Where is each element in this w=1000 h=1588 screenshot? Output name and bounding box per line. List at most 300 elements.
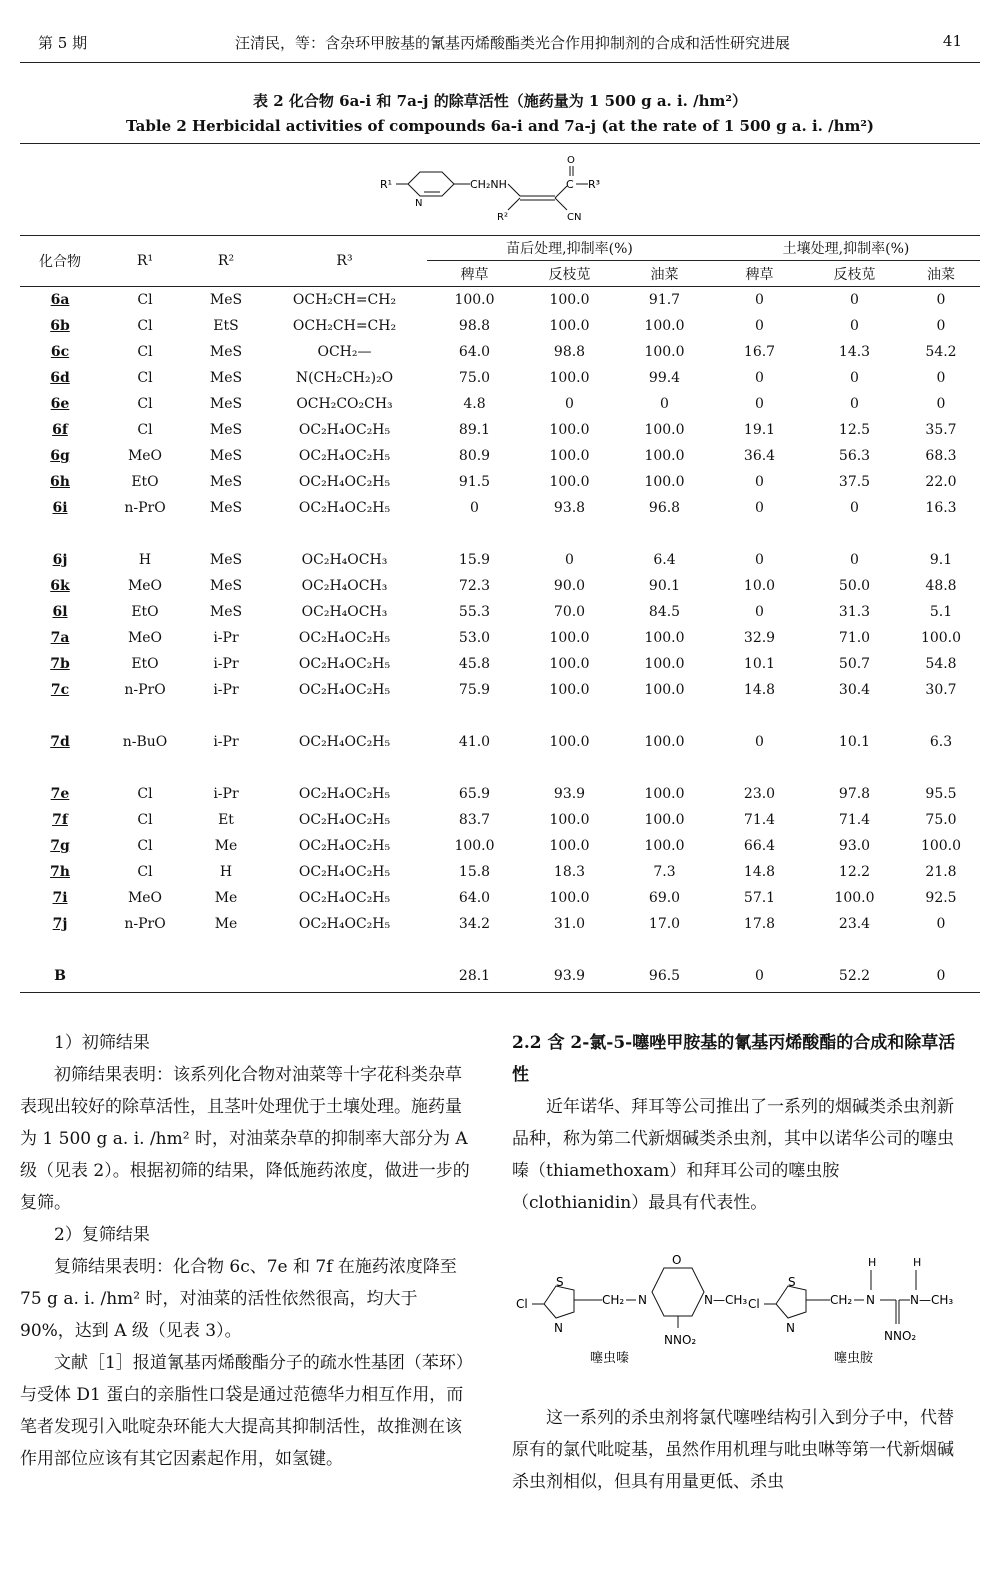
table-cell: 17.8	[743, 916, 776, 932]
table-cell: MeS	[209, 396, 243, 412]
table-cell: 0	[565, 396, 574, 412]
table-cell: 10.0	[743, 578, 776, 594]
table-cell: 100.0	[920, 630, 962, 646]
table-cell: Cl	[137, 344, 153, 360]
compound-id: 6j	[52, 552, 68, 568]
table-row	[20, 339, 980, 365]
table-cell: 56.3	[838, 448, 871, 464]
table-cell: Cl	[137, 838, 153, 854]
table-cell: MeS	[209, 500, 243, 516]
table-cell: n-PrO	[124, 500, 166, 516]
col-sub: 稗草	[427, 261, 522, 287]
col-sub: 稗草	[712, 261, 807, 287]
table-cell: 21.8	[925, 864, 957, 880]
table-cell: 100.0	[549, 656, 590, 672]
table-cell: 93.8	[553, 500, 586, 516]
table-cell: Cl	[137, 292, 153, 308]
table-cell: 91.5	[458, 474, 491, 490]
table-cell: 100.0	[549, 422, 590, 438]
table-cell: Me	[214, 838, 238, 854]
paragraph: 复筛结果表明：化合物 6c、7e 和 7f 在施药浓度降至 75 g a. i. /hm² 时，对油菜的活性依然很高，均大于 90%，达到 A 级（见表 3）。	[20, 1257, 457, 1341]
table-cell: 100.0	[644, 422, 685, 438]
table-cell: 83.7	[458, 812, 491, 828]
table-cell: 54.8	[925, 656, 957, 672]
table-cell: MeS	[209, 552, 243, 568]
table-cell: OC₂H₄OC₂H₅	[298, 448, 391, 464]
table-cell: 89.1	[458, 422, 491, 438]
table-cell: 64.0	[458, 890, 491, 906]
table-bottom-rule	[20, 992, 980, 993]
table-cell: 75.0	[925, 812, 957, 828]
table-cell: Et	[218, 812, 234, 828]
table-cell: 100.0	[644, 682, 685, 698]
table-cell: OC₂H₄OC₂H₅	[298, 786, 391, 802]
table-cell: 100.0	[644, 448, 685, 464]
struct-r2: R²	[497, 212, 508, 223]
table-row	[20, 859, 980, 885]
table-cell: Me	[214, 890, 238, 906]
table-cell: MeS	[209, 344, 243, 360]
table-cell: 97.8	[838, 786, 871, 802]
compound-id: 6b	[50, 318, 70, 334]
herbicidal-activity-table	[20, 235, 980, 989]
table-cell: 70.0	[553, 604, 586, 620]
table-row	[20, 287, 980, 314]
table-cell	[100, 963, 190, 989]
table-cell: 15.8	[458, 864, 491, 880]
table-cell: 10.1	[743, 656, 776, 672]
table-cell: 0	[755, 552, 764, 568]
table-cell: 100.0	[549, 630, 590, 646]
section-heading-2-2: 2.2 含 2-氯-5-噻唑甲胺基的氰基丙烯酸酯的合成和除草活性	[512, 1033, 956, 1085]
compound-id: 7g	[50, 838, 70, 854]
table-cell: H	[138, 552, 152, 568]
table-cell: 96.5	[648, 968, 681, 984]
table-cell: 9.1	[929, 552, 953, 568]
table-cell: 100.0	[644, 474, 685, 490]
table-cell: 99.4	[648, 370, 681, 386]
table-top-rule	[20, 143, 980, 144]
table-row	[20, 807, 980, 833]
subheading-primary-screening: 1）初筛结果	[54, 1033, 150, 1053]
table-cell: EtO	[131, 474, 159, 490]
table-cell: 0	[755, 318, 764, 334]
subheading-secondary-screening: 2）复筛结果	[54, 1225, 150, 1245]
table-row	[20, 443, 980, 469]
table-cell	[190, 963, 262, 989]
table-cell: 68.3	[925, 448, 957, 464]
table-cell: 100.0	[644, 786, 685, 802]
svg-text:Cl: Cl	[516, 1297, 528, 1311]
table-cell: 0	[850, 370, 859, 386]
general-structure-figure	[370, 150, 630, 230]
svg-text:CH₂: CH₂	[602, 1293, 625, 1307]
svg-text:NNO₂: NNO₂	[664, 1333, 697, 1347]
table-cell: 0	[850, 500, 859, 516]
issue-label: 第 5 期	[38, 34, 88, 52]
table-cell: 100.0	[644, 812, 685, 828]
table-cell: 64.0	[458, 344, 491, 360]
table-cell: MeO	[127, 448, 163, 464]
compound-id: 6f	[52, 422, 68, 438]
table-cell: EtS	[213, 318, 239, 334]
table-cell: 0	[660, 396, 669, 412]
table-cell: 0	[755, 604, 764, 620]
table-cell: 17.0	[648, 916, 681, 932]
svg-text:NNO₂: NNO₂	[884, 1329, 917, 1343]
table-row	[20, 911, 980, 937]
struct-ch2nh: CH₂NH	[470, 178, 507, 191]
table-cell: 12.5	[838, 422, 871, 438]
table-cell: 6.4	[653, 552, 676, 568]
table-cell: 72.3	[458, 578, 491, 594]
table-row	[20, 963, 980, 989]
compound-id: 6h	[50, 474, 70, 490]
compound-id: 6i	[52, 500, 68, 516]
table-cell: 23.0	[743, 786, 776, 802]
compound-id: 6l	[52, 604, 68, 620]
table-cell: 100.0	[644, 734, 685, 750]
running-header	[20, 32, 980, 56]
table-cell: OCH₂CH=CH₂	[292, 292, 397, 308]
table-cell: n-BuO	[122, 734, 168, 750]
table-cell: 50.7	[838, 656, 871, 672]
table-cell: 0	[850, 396, 859, 412]
table-cell: 30.7	[925, 682, 957, 698]
col-group-soil: 土壤处理,抑制率(%)	[712, 235, 980, 261]
table-cell: 41.0	[458, 734, 491, 750]
table-cell: 65.9	[458, 786, 491, 802]
col-sub: 反枝苋	[807, 261, 902, 287]
svg-text:S: S	[556, 1275, 564, 1289]
compound-id: 6g	[50, 448, 70, 464]
table-cell: 0	[936, 968, 946, 984]
compound-id: 6e	[50, 396, 70, 412]
struct-n: N	[415, 198, 423, 209]
compound-id: 7b	[50, 656, 70, 672]
table-cell: 100.0	[644, 344, 685, 360]
svg-text:Cl: Cl	[748, 1297, 760, 1311]
table-cell: 36.4	[743, 448, 776, 464]
table-cell: 100.0	[549, 734, 590, 750]
thiamethoxam-label: 噻虫嗪	[590, 1351, 630, 1366]
table-cell: MeS	[209, 422, 243, 438]
table-cell: 18.3	[553, 864, 586, 880]
compound-id: 7i	[52, 890, 68, 906]
table-cell: 98.8	[553, 344, 586, 360]
table-cell: 0	[755, 500, 764, 516]
col-sub: 反枝苋	[522, 261, 617, 287]
table-cell: OC₂H₄OC₂H₅	[298, 890, 391, 906]
table-cell: OC₂H₄OC₂H₅	[298, 422, 391, 438]
table-cell: 0	[565, 552, 574, 568]
table-cell: 19.1	[743, 422, 776, 438]
table-cell: i-Pr	[213, 630, 239, 646]
table-cell: Cl	[137, 370, 153, 386]
table-cell: 100.0	[644, 838, 685, 854]
table-cell: EtO	[131, 656, 159, 672]
svg-text:N: N	[786, 1321, 795, 1335]
compound-id: 6a	[50, 292, 70, 308]
svg-text:H: H	[868, 1256, 877, 1269]
table-cell: 93.9	[553, 786, 586, 802]
table-cell: 80.9	[458, 448, 491, 464]
table-cell: 0	[470, 500, 479, 516]
svg-text:N—CH₃: N—CH₃	[910, 1293, 954, 1307]
table-cell: 0	[755, 734, 764, 750]
table-cell: 48.8	[925, 578, 957, 594]
table-cell: i-Pr	[213, 682, 239, 698]
struct-c: C	[566, 178, 574, 191]
table-row	[20, 495, 980, 521]
struct-cn: CN	[567, 212, 582, 223]
table-row	[20, 599, 980, 625]
table-cell: OC₂H₄OC₂H₅	[298, 630, 391, 646]
svg-text:CH₂: CH₂	[830, 1293, 853, 1307]
table-cell: n-PrO	[124, 682, 166, 698]
table-cell: MeS	[209, 474, 243, 490]
table-cell: 28.1	[458, 968, 491, 984]
compound-id: 6c	[50, 344, 70, 360]
table-cell: 100.0	[549, 318, 590, 334]
col-group-post: 苗后处理,抑制率(%)	[427, 235, 712, 261]
table-cell: 52.2	[838, 968, 871, 984]
table-cell: 0	[936, 370, 946, 386]
table-cell: Cl	[137, 864, 153, 880]
table-cell: Cl	[137, 318, 153, 334]
table-cell: 90.0	[553, 578, 586, 594]
table-cell: 0	[755, 968, 764, 984]
table-cell: 69.0	[648, 890, 681, 906]
table-cell: OC₂H₄OC₂H₅	[298, 838, 391, 854]
table-row	[20, 625, 980, 651]
table-cell: 16.3	[925, 500, 957, 516]
table-row	[20, 833, 980, 859]
svg-text:S: S	[788, 1275, 796, 1289]
table-cell: MeO	[127, 630, 163, 646]
table-cell	[262, 963, 427, 989]
table-cell: OC₂H₄OC₂H₅	[298, 682, 391, 698]
table-spacer-row	[20, 937, 980, 963]
table-spacer-row	[20, 521, 980, 547]
table-cell: 0	[936, 318, 946, 334]
col-r1: R¹	[100, 235, 190, 287]
table-cell: 100.0	[549, 292, 590, 308]
table-cell: 0	[755, 292, 764, 308]
table-cell: Cl	[137, 812, 153, 828]
table-cell: 84.5	[648, 604, 681, 620]
table-cell: OC₂H₄OC₂H₅	[298, 656, 391, 672]
table-cell: 6.3	[929, 734, 953, 750]
table-cell: 71.4	[743, 812, 776, 828]
table-cell: 45.8	[458, 656, 491, 672]
col-compound: 化合物	[20, 235, 100, 287]
table-cell: 75.9	[458, 682, 491, 698]
table-cell: OC₂H₄OCH₃	[301, 552, 388, 568]
table-cell: 100.0	[644, 656, 685, 672]
compound-id: 7a	[50, 630, 70, 646]
table-cell: 0	[755, 396, 764, 412]
table-cell: 10.1	[838, 734, 871, 750]
neonicotinoid-structures-figure	[512, 1250, 972, 1380]
table-cell: 92.5	[925, 890, 957, 906]
table-cell: 14.8	[743, 864, 776, 880]
paragraph: 近年诺华、拜耳等公司推出了一系列的烟碱类杀虫剂新品种，称为第二代新烟碱类杀虫剂，其中以诺华公司的噻虫嗪（thiamethoxam）和拜耳公司的噻虫胺（clothianidin）最具有代表性。	[512, 1097, 954, 1213]
table-cell: OC₂H₄OC₂H₅	[298, 474, 391, 490]
compound-id: 7e	[50, 786, 70, 802]
table-cell: 15.9	[458, 552, 491, 568]
table-cell: 100.0	[549, 448, 590, 464]
table-cell: 50.0	[838, 578, 871, 594]
table-cell: n-PrO	[124, 916, 166, 932]
compound-id: 7c	[50, 682, 70, 698]
table-cell: 100.0	[549, 890, 590, 906]
table-cell: 91.7	[648, 292, 681, 308]
table-row	[20, 729, 980, 755]
table-cell: 100.0	[454, 292, 495, 308]
table-cell: Cl	[137, 422, 153, 438]
table-cell: 100.0	[454, 838, 495, 854]
struct-o: O	[567, 155, 575, 166]
table-cell: OCH₂CH=CH₂	[292, 318, 397, 334]
table-row	[20, 417, 980, 443]
table-cell: OCH₂—	[317, 344, 372, 360]
table-cell: 14.8	[743, 682, 776, 698]
table-cell: Me	[214, 916, 238, 932]
table-cell: 54.2	[925, 344, 957, 360]
table-cell: 12.2	[838, 864, 871, 880]
compound-id: 6k	[50, 578, 70, 594]
table-cell: Cl	[137, 786, 153, 802]
table-cell: Cl	[137, 396, 153, 412]
svg-text:O: O	[672, 1253, 682, 1267]
table-cell: 0	[936, 292, 946, 308]
table-cell: OC₂H₄OC₂H₅	[298, 812, 391, 828]
table-cell: 5.1	[929, 604, 953, 620]
running-title: 汪清民，等：含杂环甲胺基的氰基丙烯酸酯类光合作用抑制剂的合成和活性研究进展	[235, 34, 791, 52]
table-row	[20, 313, 980, 339]
paragraph: 初筛结果表明：该系列化合物对油菜等十字花科类杂草表现出较好的除草活性，且茎叶处理优于土壤处理。施药量为 1 500 g a. i. /hm² 时，对油菜杂草的抑制率大部分为 A 级（见表 2）。根据初筛的结果，降低施药浓度，做进一步的复筛。	[20, 1065, 470, 1213]
table-cell: 100.0	[549, 812, 590, 828]
table-cell: 57.1	[743, 890, 776, 906]
svg-text:N: N	[638, 1293, 647, 1307]
table-cell: 93.0	[838, 838, 871, 854]
right-column	[512, 1027, 966, 1219]
svg-text:N: N	[554, 1321, 563, 1335]
right-column-continued	[512, 1402, 966, 1498]
table-cell: EtO	[131, 604, 159, 620]
struct-r3: R³	[588, 178, 601, 191]
table-cell: MeO	[127, 578, 163, 594]
svg-text:N: N	[866, 1293, 875, 1307]
table-cell: 53.0	[458, 630, 491, 646]
table-row	[20, 573, 980, 599]
col-sub: 油菜	[902, 261, 980, 287]
svg-text:H: H	[913, 1256, 922, 1269]
table-cell: MeS	[209, 370, 243, 386]
col-sub: 油菜	[617, 261, 712, 287]
table-cell: 14.3	[838, 344, 871, 360]
table-cell: OC₂H₄OC₂H₅	[298, 916, 391, 932]
table-cell: OC₂H₄OCH₃	[301, 578, 388, 594]
compound-id: 7f	[52, 812, 68, 828]
table-cell: 98.8	[458, 318, 491, 334]
clothianidin-label: 噻虫胺	[834, 1351, 874, 1366]
table-cell: 31.3	[838, 604, 871, 620]
struct-r1: R¹	[380, 178, 393, 191]
table-cell: 0	[850, 318, 859, 334]
table-cell: 100.0	[644, 318, 685, 334]
table-cell: 31.0	[553, 916, 586, 932]
table-row	[20, 469, 980, 495]
table-cell: OC₂H₄OC₂H₅	[298, 500, 391, 516]
table-cell: 32.9	[743, 630, 776, 646]
col-r3: R³	[262, 235, 427, 287]
table-caption-en: Table 2 Herbicidal activities of compounds 6a-i and 7a-j (at the rate of 1 500 g a. i. /hm²)	[125, 117, 875, 135]
page-number: 41	[942, 32, 962, 50]
table-cell: MeS	[209, 604, 243, 620]
table-row	[20, 365, 980, 391]
table-cell: 93.9	[553, 968, 586, 984]
table-row	[20, 391, 980, 417]
table-cell: OCH₂CO₂CH₃	[296, 396, 393, 412]
table-cell: 100.0	[644, 630, 685, 646]
compound-id: 6d	[50, 370, 70, 386]
table-cell: 0	[936, 916, 946, 932]
table-cell: 96.8	[648, 500, 681, 516]
table-cell: 95.5	[925, 786, 957, 802]
table-row	[20, 547, 980, 573]
table-row	[20, 651, 980, 677]
table-cell: OC₂H₄OC₂H₅	[298, 734, 391, 750]
table-cell: 100.0	[549, 682, 590, 698]
table-cell: 34.2	[458, 916, 491, 932]
compound-id: 7h	[50, 864, 70, 880]
table-cell: 35.7	[925, 422, 957, 438]
table-cell: 0	[755, 474, 764, 490]
table-row	[20, 677, 980, 703]
table-cell: 100.0	[549, 370, 590, 386]
table-spacer-row	[20, 703, 980, 729]
table-cell: 66.4	[743, 838, 776, 854]
compound-id: 7j	[52, 916, 68, 932]
paragraph: 这一系列的杀虫剂将氯代噻唑结构引入到分子中，代替原有的氯代吡啶基，虽然作用机理与吡虫啉等第一代新烟碱杀虫剂相似，但具有用量更低、杀虫	[512, 1408, 954, 1492]
table-body	[20, 287, 980, 990]
table-cell: OC₂H₄OCH₃	[301, 604, 388, 620]
table-cell: i-Pr	[213, 734, 239, 750]
compound-id: 7d	[50, 734, 70, 750]
table-cell: 4.8	[463, 396, 486, 412]
table-row	[20, 885, 980, 911]
table-cell: 16.7	[743, 344, 776, 360]
table-cell: 100.0	[834, 890, 875, 906]
svg-text:N—CH₃: N—CH₃	[704, 1293, 748, 1307]
col-r2: R²	[190, 235, 262, 287]
table-cell: 7.3	[653, 864, 676, 880]
table-cell: 0	[850, 552, 859, 568]
table-row	[20, 781, 980, 807]
table-cell: 30.4	[838, 682, 871, 698]
table-cell: OC₂H₄OC₂H₅	[298, 864, 391, 880]
table-cell: 0	[850, 292, 859, 308]
table-cell: 100.0	[549, 838, 590, 854]
table-cell: 23.4	[838, 916, 871, 932]
table-cell: MeS	[209, 578, 243, 594]
compound-id: B	[54, 968, 66, 984]
table-cell: 71.4	[838, 812, 871, 828]
table-cell: 90.1	[648, 578, 681, 594]
table-cell: 22.0	[925, 474, 957, 490]
